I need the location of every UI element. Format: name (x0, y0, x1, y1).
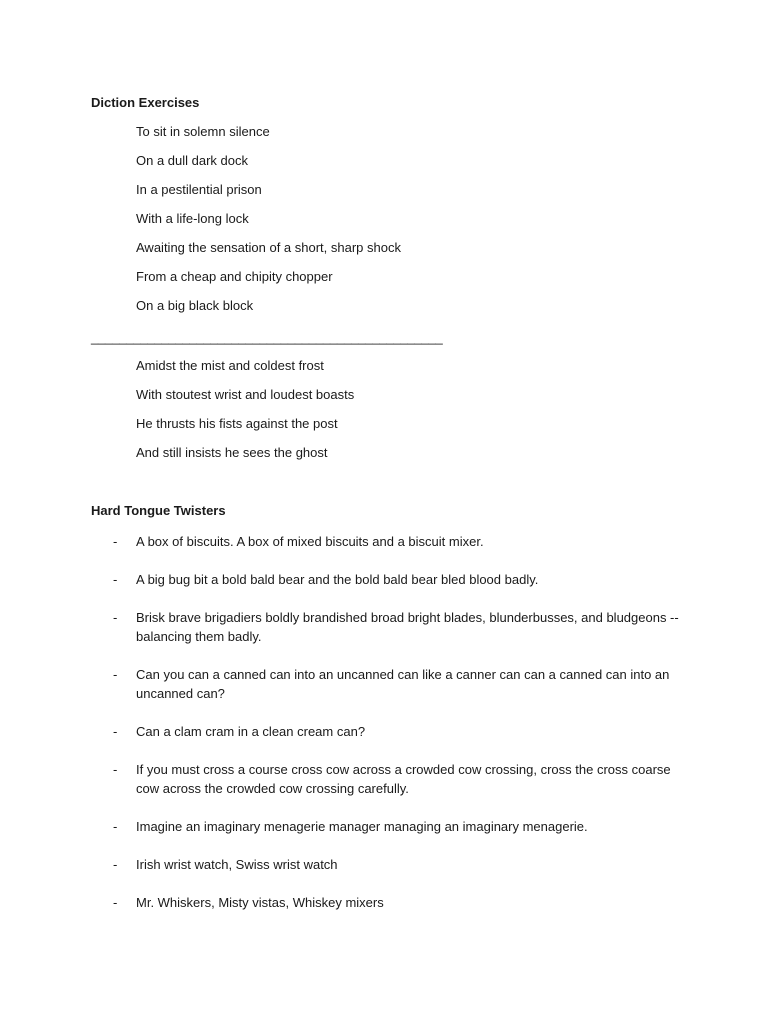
stanza-line: With stoutest wrist and loudest boasts (136, 387, 355, 402)
list-item (0, 855, 768, 874)
stanza-line: Amidst the mist and coldest frost (136, 358, 324, 373)
stanza-line: To sit in solemn silence (136, 124, 270, 139)
bullet-dash: - (113, 857, 118, 872)
tongue-twister-text: A big bug bit a bold bald bear and the bold bald bear bled blood badly. (136, 572, 539, 587)
diction-stanza-1 (136, 124, 401, 327)
tongue-twister-text: Brisk brave brigadiers boldly brandished broad bright blades, blunderbusses, and bludgeons -- balancing them badly. (136, 610, 679, 644)
bullet-dash: - (113, 895, 118, 910)
list-item (0, 608, 768, 646)
bullet-dash: - (113, 724, 118, 739)
stanza-line: Awaiting the sensation of a short, sharp shock (136, 240, 401, 255)
diction-stanza-2 (136, 358, 354, 474)
bullet-dash: - (113, 819, 118, 834)
tongue-twister-text: Imagine an imaginary menagerie manager managing an imaginary menagerie. (136, 819, 588, 834)
stanza-line: In a pestilential prison (136, 182, 262, 197)
tongue-twister-text: A box of biscuits. A box of mixed biscuits and a biscuit mixer. (136, 534, 484, 549)
hard-tongue-twisters-heading: Hard Tongue Twisters (91, 503, 226, 518)
stanza-line: On a big black block (136, 298, 254, 313)
list-item (0, 722, 768, 741)
stanza-line: On a dull dark dock (136, 153, 249, 168)
section-divider-line: __________________________________________________ (91, 330, 443, 345)
tongue-twister-text: If you must cross a course cross cow across a crowded cow crossing, cross the cross coarse cow across the crowded cow crossing carefully. (136, 762, 671, 796)
bullet-dash: - (113, 667, 118, 682)
bullet-dash: - (113, 572, 118, 587)
tongue-twister-text: Irish wrist watch, Swiss wrist watch (136, 857, 338, 872)
stanza-line: He thrusts his fists against the post (136, 416, 338, 431)
list-item (0, 893, 768, 912)
diction-exercises-heading: Diction Exercises (91, 95, 200, 110)
list-item (0, 570, 768, 589)
stanza-line: And still insists he sees the ghost (136, 445, 328, 460)
stanza-line: With a life-long lock (136, 211, 249, 226)
tongue-twister-text: Mr. Whiskers, Misty vistas, Whiskey mixers (136, 895, 384, 910)
tongue-twister-text: Can you can a canned can into an uncanned can like a canner can can a canned can into an uncanned can? (136, 667, 670, 701)
bullet-dash: - (113, 762, 118, 777)
list-item (0, 532, 768, 551)
bullet-dash: - (113, 534, 118, 549)
list-item (0, 665, 768, 703)
tongue-twister-text: Can a clam cram in a clean cream can? (136, 724, 366, 739)
stanza-line: From a cheap and chipity chopper (136, 269, 333, 284)
list-item (0, 760, 768, 798)
list-item (0, 817, 768, 836)
bullet-dash: - (113, 610, 118, 625)
tongue-twister-list (0, 532, 768, 931)
